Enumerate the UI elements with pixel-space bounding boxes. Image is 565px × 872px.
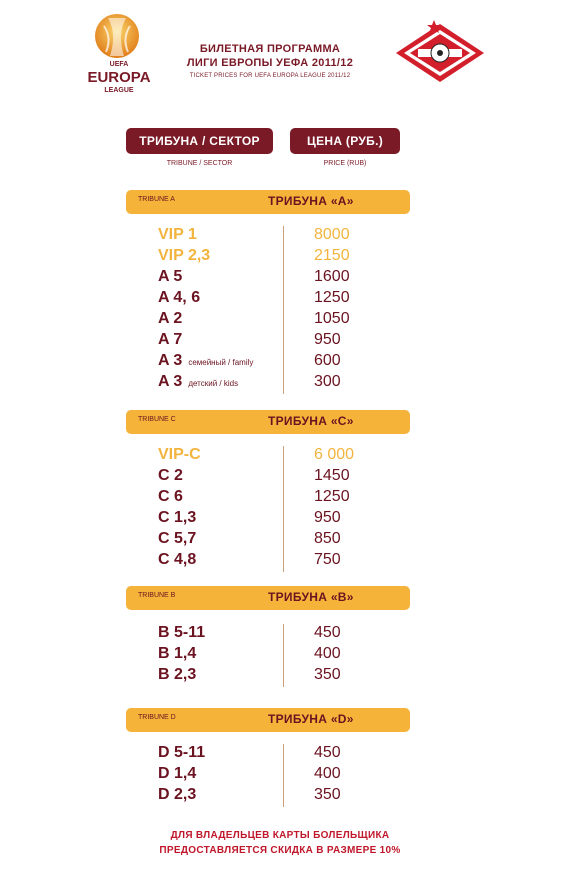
price-value: 450 [314,624,341,641]
table-row [158,765,418,786]
discount-note-line-1: ДЛЯ ВЛАДЕЛЬЦЕВ КАРТЫ БОЛЕЛЬЩИКА [170,830,390,841]
svg-text:LEAGUE: LEAGUE [104,87,134,94]
tribune-label-ru: ТРИБУНА «В» [268,590,354,604]
title-line-1: БИЛЕТНАЯ ПРОГРАММА [199,43,341,55]
column-subheader-price: PRICE (RUB) [323,160,367,167]
price-value: 1600 [314,268,350,285]
tribune-label-en: TRIBUNE C [138,416,176,423]
sector-name: D 1,4 [158,765,197,782]
table-row [158,624,418,645]
europa-league-trophy-icon [84,8,154,104]
discount-note-line-2: ПРЕДОСТАВЛЯЕТСЯ СКИДКА В РАЗМЕРЕ 10% [159,845,401,856]
tribune-header-a [126,190,410,214]
tribune-label-ru: ТРИБУНА «А» [268,194,354,208]
sector-name: A 2 [158,310,183,327]
price-value: 1050 [314,310,350,327]
tribune-header-c [126,410,410,434]
price-value: 400 [314,765,341,782]
price-value: 600 [314,352,341,369]
sector-name: C 2 [158,467,183,484]
price-value: 850 [314,530,341,547]
sector-name: C 4,8 [158,551,197,568]
sector-note: семейный / family [188,358,254,367]
sector-name: C 1,3 [158,509,197,526]
table-row [158,666,418,687]
price-value: 1450 [314,467,350,484]
sector-name-text: A 3 [158,352,183,369]
sector-name: C 6 [158,488,183,505]
sector-name: B 5-11 [158,624,206,641]
table-row [158,226,418,247]
europa-league-logo [84,8,154,104]
price-value: 950 [314,331,341,348]
table-row [158,352,418,373]
tribune-label-ru: ТРИБУНА «D» [268,712,354,726]
sector-name: VIP 1 [158,226,197,243]
table-row [158,331,418,352]
spartak-emblem-icon [392,20,488,86]
tribune-header-b [126,586,410,610]
table-row [158,551,418,572]
table-row [158,509,418,530]
column-header-sector: ТРИБУНА / СЕКТОР [126,128,273,154]
sector-name: C 5,7 [158,530,197,547]
price-value: 8000 [314,226,350,243]
tribune-d-rows [158,744,418,807]
tribune-label-en: TRIBUNE D [138,714,176,721]
table-row [158,289,418,310]
sector-name: A 5 [158,268,183,285]
price-value: 300 [314,373,341,390]
price-value: 450 [314,744,341,761]
sector-name: A 4, 6 [158,289,201,306]
price-value: 350 [314,666,341,683]
svg-text:UEFA: UEFA [109,61,129,68]
table-row [158,310,418,331]
tribune-a-rows [158,226,418,394]
sector-name: D 2,3 [158,786,197,803]
table-row [158,446,418,467]
discount-note [80,828,480,858]
tribune-label-en: TRIBUNE B [138,592,176,599]
price-value: 1250 [314,289,350,306]
column-subheader-sector: TRIBUNE / SECTOR [166,160,233,167]
sector-name: B 1,4 [158,645,197,662]
title-line-2: ЛИГИ ЕВРОПЫ УЕФА 2011/12 [186,57,354,69]
title-subtitle: TICKET PRICES FOR UEFA EUROPA LEAGUE 2011/12 [189,73,351,79]
table-row [158,268,418,289]
tribune-label-en: TRIBUNE A [138,196,175,203]
table-row [158,786,418,807]
svg-text:EUROPA: EUROPA [87,69,151,86]
price-value: 350 [314,786,341,803]
tribune-label-ru: ТРИБУНА «С» [268,414,354,428]
table-row [158,488,418,509]
table-row [158,744,418,765]
sector-name: A 7 [158,331,183,348]
page-title [160,42,380,79]
table-row [158,247,418,268]
price-value: 400 [314,645,341,662]
sector-name: D 5-11 [158,744,206,761]
price-value: 950 [314,509,341,526]
price-value: 6 000 [314,446,355,463]
table-row [158,467,418,488]
tribune-c-rows [158,446,418,572]
table-row [158,645,418,666]
table-row [158,530,418,551]
sector-name: VIP-C [158,446,201,463]
price-value: 750 [314,551,341,568]
tribune-header-d [126,708,410,732]
table-row [158,373,418,394]
sector-name [158,352,253,370]
spartak-logo [392,20,488,86]
sector-note: детский / kids [188,379,239,388]
sector-name-text: A 3 [158,373,183,390]
sector-name: B 2,3 [158,666,197,683]
sector-name [158,373,238,391]
tribune-b-rows [158,624,418,687]
column-header-price: ЦЕНА (РУБ.) [290,128,400,154]
price-value: 2150 [314,247,350,264]
price-value: 1250 [314,488,350,505]
sector-name: VIP 2,3 [158,247,211,264]
